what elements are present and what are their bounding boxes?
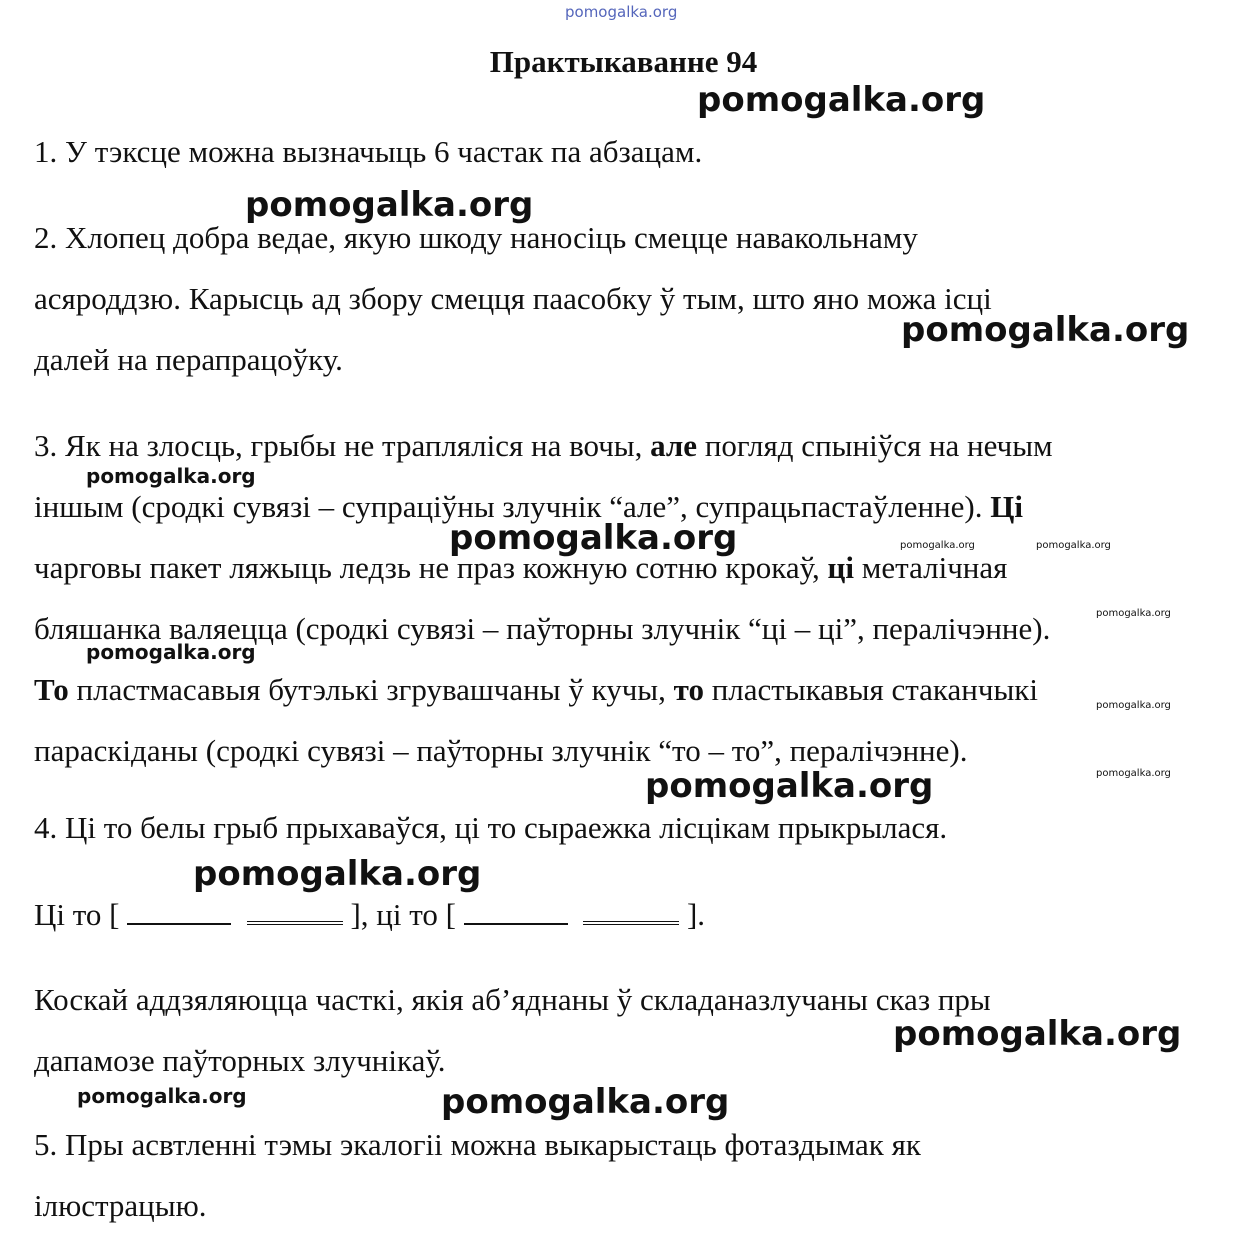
scheme-text: Цi то [ [34,897,128,932]
watermark-text: pomogalka.org [1036,540,1111,551]
watermark-text: pomogalka.org [645,766,934,806]
paragraph-2-line-2: асяроддзю. Карысць ад збору смецця паасобку ў тым, што яно можа ісці [34,281,992,316]
paragraph-5-line-2: ілюстрацыю. [34,1188,207,1223]
watermark-text: pomogalka.org [441,1082,730,1122]
bold-conjunction: То [34,672,69,707]
note-line-1: Коскай аддзяляюцца часткi, якiя аб’яднаны ў складаназлучаны сказ пры [34,982,991,1017]
paragraph-3-line-5 [34,672,1038,708]
watermark-text: pomogalka.org [86,464,256,488]
bold-conjunction: то [673,672,704,707]
header-site-label: pomogalka.org [565,3,678,21]
paragraph-3-line-1 [34,428,1053,464]
paragraph-3-line-6: параскiданы (сродкi сувязi – паўторны злучнiк “то – то”, пералiчэнне). [34,733,968,768]
paragraph-1: 1. У тэксце можна вызначыць 6 частак па абзацам. [34,134,703,169]
watermark-text: pomogalka.org [893,1014,1182,1054]
watermark-text: pomogalka.org [1096,608,1171,619]
paragraph-2-line-3: далей на перапрацоўку. [34,342,343,377]
bold-conjunction: цi [827,550,855,585]
watermark-text: pomogalka.org [449,518,738,558]
text-segment: пластыкавыя стаканчыкi [703,672,1038,707]
predicate-underline [583,911,679,925]
text-segment: iншым (сродкi сувязi – супрацiўны злучнiк “але”, супрацьпастаўленне). [34,489,991,524]
scheme-text: ]. [679,897,706,932]
note-line-2: дапамозе паўторных злучнiкаў. [34,1043,446,1078]
text-segment: погляд спынiўся на нечым [697,428,1053,463]
text-segment: металiчная [854,550,1008,585]
bold-conjunction: Цi [990,489,1023,524]
watermark-text: pomogalka.org [1096,768,1171,779]
paragraph-2-line-1: 2. Хлопец добра ведае, якую шкоду наносіць смецце навакольнаму [34,220,918,255]
subject-underline [464,913,568,925]
text-segment: 3. Як на злосць, грыбы не траплялiся на вочы, [34,428,651,463]
watermark-text: pomogalka.org [77,1084,247,1108]
page-title: Практыкаванне 94 [489,44,758,79]
watermark-text: pomogalka.org [901,310,1190,350]
watermark-text: pomogalka.org [900,540,975,551]
paragraph-3-line-4: бляшанка валяецца (сродкi сувязi – паўторны злучнiк “цi – цi”, пералiчэнне). [34,611,1051,646]
text-segment: чарговы пакет ляжыць ледзь не праз кожную сотню крокаў, [34,550,828,585]
watermark-text: pomogalka.org [193,854,482,894]
watermark-text: pomogalka.org [1096,700,1171,711]
subject-underline [127,913,231,925]
text-segment: пластмасавыя бутэлькi згрувашчаны ў кучы, [68,672,674,707]
paragraph-4: 4. Цi то белы грыб прыхаваўся, цi то сыраежка лiсцiкам прыкрылася. [34,810,948,845]
paragraph-5-line-1: 5. Пры асвтленні тэмы экалогіі можна выкарыстаць фотаздымак як [34,1127,921,1162]
predicate-underline [247,911,343,925]
scheme-text: ], цi то [ [342,897,464,932]
sentence-scheme [34,897,705,933]
bold-conjunction: але [650,428,698,463]
watermark-text: pomogalka.org [245,185,534,225]
watermark-text: pomogalka.org [86,640,256,664]
watermark-text: pomogalka.org [697,80,986,120]
